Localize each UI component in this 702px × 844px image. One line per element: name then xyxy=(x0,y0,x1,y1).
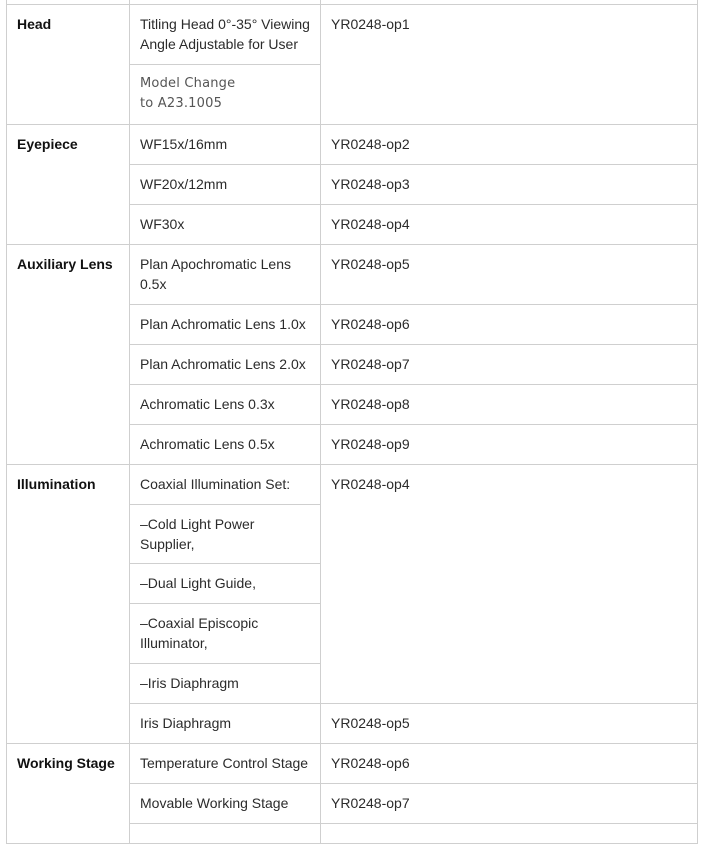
option-cell: Plan Achromatic Lens 1.0x xyxy=(130,305,321,345)
option-cell: –Dual Light Guide, xyxy=(130,564,321,604)
code-cell: YR0248-op6 xyxy=(321,744,698,784)
category-cell: Illumination xyxy=(7,465,130,744)
option-cell: Achromatic Lens 0.5x xyxy=(130,425,321,465)
table-row xyxy=(7,5,698,65)
option-cell: WF20x/12mm xyxy=(130,165,321,205)
accessories-spec-table xyxy=(6,0,698,844)
code-cell: YR0248-op5 xyxy=(321,245,698,305)
category-cell: Head xyxy=(7,5,130,125)
code-cell: YR0248-op8 xyxy=(321,385,698,425)
code-cell: YR0248-op4 xyxy=(321,465,698,704)
option-cell: Movable Working Stage xyxy=(130,784,321,824)
option-cell: Plan Apochromatic Lens 0.5x xyxy=(130,245,321,305)
category-cell: Eyepiece xyxy=(7,125,130,245)
code-cell: YR0248-op7 xyxy=(321,345,698,385)
option-cell: Plan Achromatic Lens 2.0x xyxy=(130,345,321,385)
note-cell xyxy=(130,65,321,125)
note-line: Model Change xyxy=(140,76,236,91)
category-cell: Auxiliary Lens xyxy=(7,245,130,465)
option-cell: WF30x xyxy=(130,205,321,245)
code-cell: YR0248-op6 xyxy=(321,305,698,345)
option-cell: –Iris Diaphragm xyxy=(130,664,321,704)
code-cell: YR0248-op3 xyxy=(321,165,698,205)
option-cell: –Coaxial Episcopic Illuminator, xyxy=(130,604,321,664)
option-cell: Achromatic Lens 0.3x xyxy=(130,385,321,425)
category-cell: Working Stage xyxy=(7,744,130,844)
table-row xyxy=(7,465,698,505)
code-cell: YR0248-op9 xyxy=(321,425,698,465)
option-cell: WF15x/16mm xyxy=(130,125,321,165)
option-cell: Coaxial Illumination Set: xyxy=(130,465,321,505)
option-cell: –Cold Light Power Supplier, xyxy=(130,505,321,564)
note-line: to A23.1005 xyxy=(140,96,223,111)
table-row xyxy=(7,744,698,784)
option-cell: Temperature Control Stage xyxy=(130,744,321,784)
code-cell: YR0248-op4 xyxy=(321,205,698,245)
option-cell: Iris Diaphragm xyxy=(130,704,321,744)
table-row xyxy=(7,245,698,305)
table-row xyxy=(7,125,698,165)
code-cell: YR0248-op5 xyxy=(321,704,698,744)
option-cell: Titling Head 0°-35° Viewing Angle Adjustable for User xyxy=(130,5,321,65)
code-cell: YR0248-op2 xyxy=(321,125,698,165)
code-cell: YR0248-op1 xyxy=(321,5,698,125)
code-cell: YR0248-op7 xyxy=(321,784,698,824)
